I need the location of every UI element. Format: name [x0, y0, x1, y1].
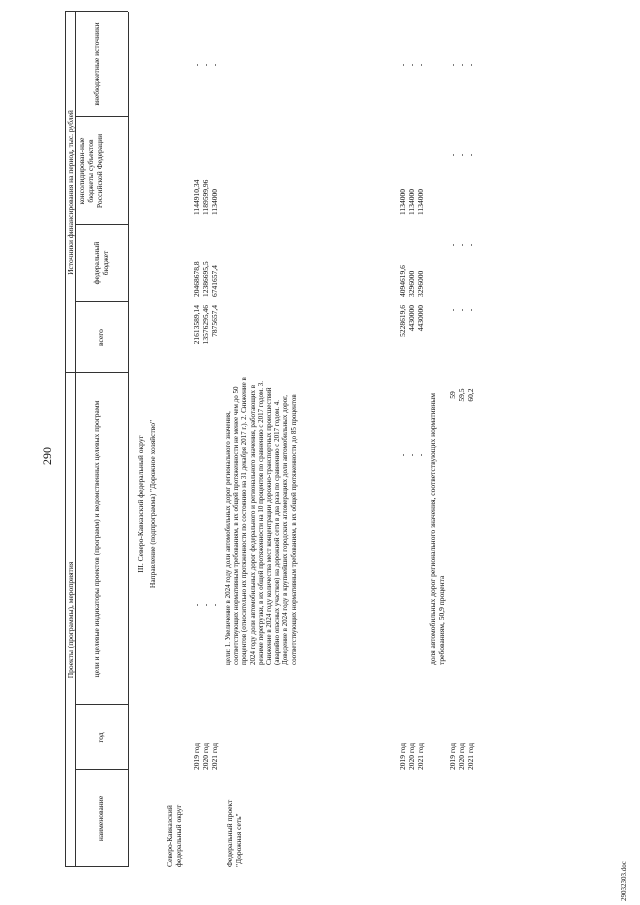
col-header-year: год	[96, 732, 105, 743]
group-header-border	[75, 12, 76, 867]
district-year-2020: 2020 год	[201, 742, 210, 770]
indicator-total-2019: -	[448, 308, 457, 312]
district-extra-2020: -	[201, 63, 210, 67]
project-consolidated-2019: 1134000	[398, 189, 407, 215]
col-header-extra: внебюджетные источники	[92, 22, 101, 106]
district-total-2021: 7875657,4	[210, 305, 219, 337]
project-year-2019: 2019 год	[398, 742, 407, 770]
indicator-federal-2021: -	[466, 243, 475, 247]
project-consolidated-2020: 1134000	[407, 189, 416, 215]
group-header-projects: Проекты (программы), мероприятия	[66, 561, 75, 679]
project-goals-text: цели: 1. Увеличение в 2024 году доли автомобильных дорог регионального значения, соответствующих нормативным требованиям, в их общей протяженности не менее чем до 50 процентов (относительно их протяженности по состоянию на 31 декабря 2017 г.). 2. Снижение в 2024 году доли автомобильных дорог федерального и регионального значения, работающих в режиме перегрузки, в их общей протяженности на 10 процентов по сравнению с 2017 годом. 3. Снижение в 2024 году количества мест концентрации дорожно-транспортных происшествий (аварийно опасных участков) на дорожной сети в два раза по сравнению с 2017 годом. 4. Доведение в 2024 году в крупнейших городских агломерациях доли автомобильных дорог, соответствующих нормативным требованиям, в их общей протяженности до 85 процентов	[224, 377, 298, 665]
project-extra-2020: -	[407, 63, 416, 67]
project-name: Федеральный проект "Дорожная сеть"	[225, 799, 243, 867]
project-federal-2019: 4094619,6	[398, 265, 407, 297]
district-goal-2021: -	[210, 603, 219, 607]
col-border-federal-consolidated	[75, 224, 128, 225]
document-id: 29032303.doc	[620, 861, 628, 901]
indicator-consolidated-2021: -	[466, 153, 475, 157]
indicator-extra-2019: -	[448, 63, 457, 67]
col-header-name: наименование	[96, 795, 105, 842]
col-border-consolidated-extra	[75, 116, 128, 117]
indicator-federal-2019: -	[448, 243, 457, 247]
indicator-text: доля автомобильных дорог регионального значения, соответствующих нормативным требованиям, 50,9 процента	[428, 392, 446, 665]
project-extra-2019: -	[398, 63, 407, 67]
project-year-2020: 2020 год	[407, 742, 416, 770]
district-extra-2019: -	[192, 63, 201, 67]
project-total-2020: 4430000	[407, 305, 416, 332]
district-federal-2020: 12386695,5	[201, 261, 210, 297]
project-federal-2020: 3296000	[407, 270, 416, 297]
group-header-funding: Источники финансирования на период, тыс. рублей	[66, 110, 75, 275]
indicator-year-2021: 2021 год	[466, 742, 475, 770]
project-federal-2021: 3296000	[416, 270, 425, 297]
project-total-2019: 5228619,6	[398, 305, 407, 337]
indicator-year-2020: 2020 год	[457, 742, 466, 770]
district-federal-2021: 6741657,4	[210, 265, 219, 297]
district-goal-2020: -	[201, 603, 210, 607]
district-consolidated-2021: 1134000	[210, 189, 219, 215]
header-bottom-border	[128, 12, 129, 867]
project-consolidated-2021: 1134000	[416, 189, 425, 215]
district-goal-2019: -	[192, 603, 201, 607]
indicator-year-2019: 2019 год	[448, 742, 457, 770]
indicator-consolidated-2020: -	[457, 153, 466, 157]
district-federal-2019: 20468678,8	[192, 261, 201, 297]
district-year-2019: 2019 год	[192, 742, 201, 770]
col-header-federal: федеральный бюджет	[92, 241, 110, 285]
direction-title: Направление (подпрограмма) "Дорожное хозяйство"	[148, 419, 157, 589]
project-goal-2020: -	[407, 453, 416, 457]
district-total-2020: 13576295,46	[201, 305, 210, 345]
district-name: Северо-Кавказский федеральный округ	[165, 804, 183, 867]
col-header-consolidated: консолидирован-ные бюджеты субъектов Российской Федерации	[77, 133, 104, 209]
district-year-2021: 2021 год	[210, 742, 219, 770]
indicator-value-2019: 59	[448, 391, 457, 399]
project-extra-2021: -	[416, 63, 425, 67]
col-header-total: всего	[96, 329, 105, 346]
col-header-goals: цели и целевые индикаторы проектов (программ) и ведомственных целевых программ	[92, 400, 101, 678]
indicator-federal-2020: -	[457, 243, 466, 247]
project-year-2021: 2021 год	[416, 742, 425, 770]
indicator-value-2021: 60,2	[466, 388, 475, 402]
indicator-extra-2021: -	[466, 63, 475, 67]
district-total-2019: 21613589,14	[192, 305, 201, 345]
project-total-2021: 4430000	[416, 305, 425, 332]
district-consolidated-2020: 1189599,96	[201, 179, 210, 215]
project-goal-2021: -	[416, 453, 425, 457]
district-extra-2021: -	[210, 63, 219, 67]
indicator-total-2020: -	[457, 308, 466, 312]
district-consolidated-2019: 1144910,34	[192, 179, 201, 215]
project-goal-2019: -	[398, 453, 407, 457]
indicator-total-2021: -	[466, 308, 475, 312]
indicator-value-2020: 59,5	[457, 388, 466, 402]
page-number: 290	[40, 447, 54, 465]
indicator-extra-2020: -	[457, 63, 466, 67]
section-title: III. Северо-Кавказский федеральный округ	[136, 435, 145, 573]
indicator-consolidated-2019: -	[448, 153, 457, 157]
